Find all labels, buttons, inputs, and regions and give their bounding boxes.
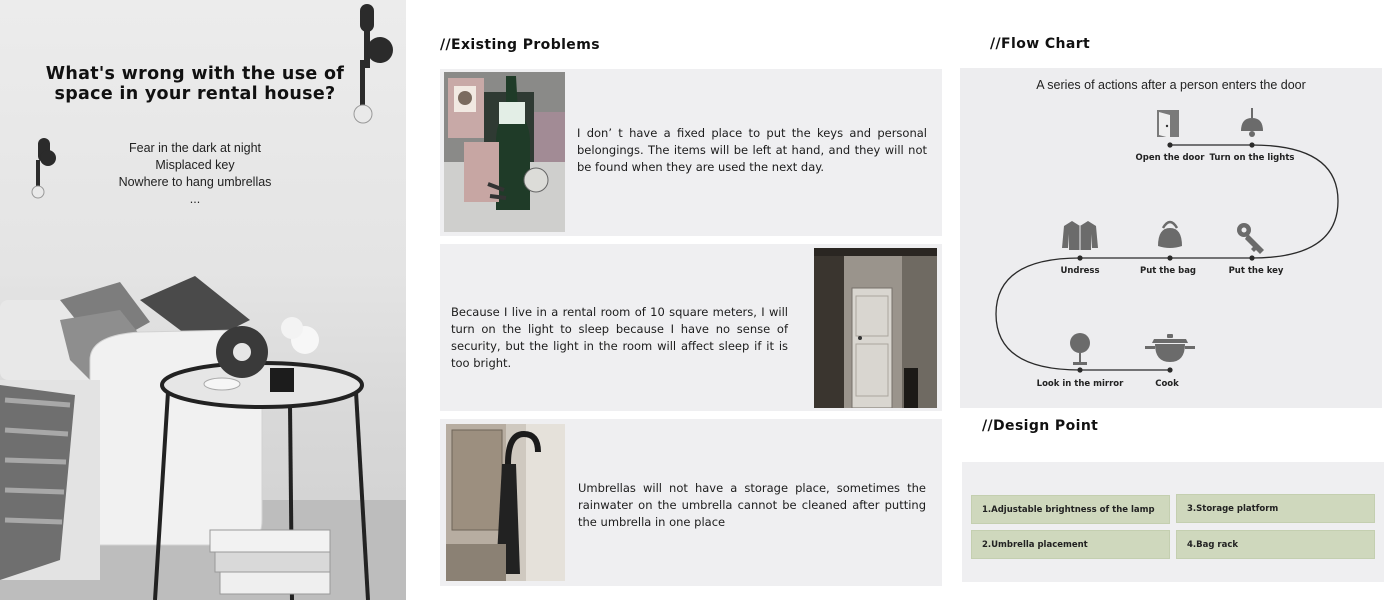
problem-text-umbrella: Umbrellas will not have a storage place, sometimes the rainwater on the umbrella cannot be cleaned after putting the umbrella in one place — [578, 481, 926, 529]
flow-node — [1167, 255, 1172, 260]
flow-node — [1077, 255, 1082, 260]
door-icon — [1157, 110, 1179, 138]
hero-issue: Fear in the dark at night — [128, 141, 262, 155]
flow-node — [1077, 367, 1082, 372]
keys-photo — [444, 72, 565, 232]
problem-card-umbrella — [440, 419, 942, 586]
step-label-cook: Cook — [1155, 379, 1179, 389]
step-label-mirror: Look in the mirror — [1036, 379, 1124, 389]
room-door-photo — [814, 248, 937, 408]
problem-text-keys: I don’ t have a fixed place to put the keys and personal belongings. The items will be left at hand, and they will not be found when they are used the next day. — [577, 126, 927, 174]
design-point-item: 4.Bag rack — [1176, 530, 1375, 559]
problem-card-light — [440, 244, 942, 411]
flow-node — [1167, 367, 1172, 372]
design-point-heading: //Design Point — [982, 418, 1099, 434]
flow-chart-panel — [960, 68, 1382, 408]
design-point-item: 3.Storage platform — [1176, 494, 1375, 523]
bag-icon — [1158, 222, 1182, 248]
jacket-icon — [1062, 221, 1098, 250]
step-label-put-bag: Put the bag — [1139, 266, 1197, 276]
design-point-item: 2.Umbrella placement — [971, 530, 1170, 559]
hero-title: What's wrong with the use of space in your rental house? — [45, 64, 345, 104]
existing-problems-heading: //Existing Problems — [440, 37, 600, 53]
step-label-undress: Undress — [1060, 266, 1100, 276]
wall-lamp-left — [32, 138, 56, 198]
problem-text-light: Because I live in a rental room of 10 square meters, I will turn on the light to sleep because I have no sense of security, but the light in the room will affect sleep if it is too bright. — [451, 305, 788, 370]
flow-chart-subtitle: A series of actions after a person enters the door — [1036, 78, 1306, 92]
flow-node — [1249, 142, 1254, 147]
step-label-turn-on-lights: Turn on the lights — [1209, 153, 1295, 163]
hero-issue: Misplaced key — [155, 158, 235, 172]
problem-card-keys — [440, 69, 942, 236]
flow-chart-heading: //Flow Chart — [990, 36, 1091, 52]
key-icon — [1237, 223, 1264, 254]
mirror-icon — [1070, 333, 1090, 365]
umbrella-photo — [446, 424, 565, 581]
hero-issue: Nowhere to hang umbrellas — [118, 175, 272, 189]
hero-issue-list — [60, 140, 330, 208]
wall-lamp-right — [354, 4, 393, 123]
hero-issue: ... — [189, 192, 201, 206]
step-label-put-key: Put the key — [1228, 266, 1284, 276]
pot-icon — [1145, 334, 1195, 362]
step-label-open-door: Open the door — [1135, 153, 1205, 163]
flow-node — [1249, 255, 1254, 260]
hero-photo-panel — [0, 0, 406, 600]
design-point-item: 1.Adjustable brightness of the lamp — [971, 495, 1170, 524]
flow-node — [1167, 142, 1172, 147]
design-point-panel — [962, 462, 1384, 582]
lamp-icon — [1241, 108, 1263, 137]
flow-chart-diagram — [960, 68, 1382, 408]
